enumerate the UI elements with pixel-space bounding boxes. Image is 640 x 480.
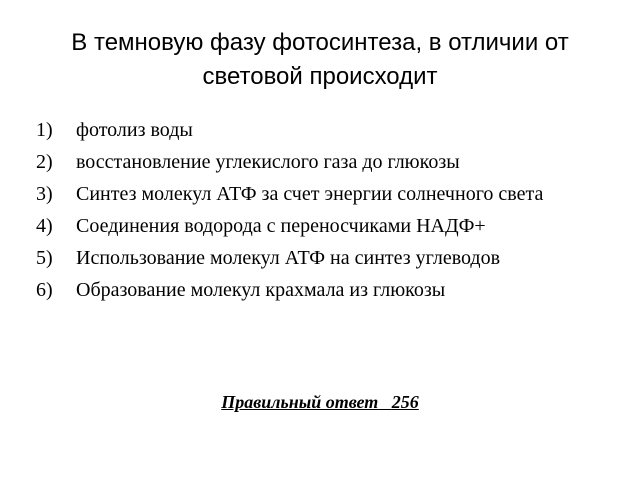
question-title: В темновую фазу фотосинтеза, в отличии от световой происходит xyxy=(71,29,569,90)
item-text: Соединения водорода с переносчиками НАДФ+ xyxy=(76,215,486,237)
item-text: восстановление углекислого газа до глюкозы xyxy=(76,151,460,173)
correct-answer xyxy=(0,392,640,413)
item-number: 3) xyxy=(36,183,53,205)
item-text: Использование молекул АТФ на синтез углеводов xyxy=(76,247,501,269)
list-item xyxy=(36,181,616,207)
list-item xyxy=(36,277,616,303)
list-item xyxy=(36,149,616,175)
list-item xyxy=(36,245,616,271)
item-number: 4) xyxy=(36,215,53,237)
list-item xyxy=(36,117,616,143)
item-text: Образование молекул крахмала из глюкозы xyxy=(76,279,446,301)
item-number: 5) xyxy=(36,247,53,269)
correct-answer-line xyxy=(221,392,419,412)
list-item xyxy=(36,213,616,239)
item-text: фотолиз воды xyxy=(76,119,193,141)
item-number: 6) xyxy=(36,279,53,301)
answer-options-list xyxy=(36,117,616,309)
correct-answer-value: 256 xyxy=(391,392,419,412)
item-number: 1) xyxy=(36,119,53,141)
correct-answer-label: Правильный ответ xyxy=(221,392,379,412)
item-number: 2) xyxy=(36,151,53,173)
item-text: Синтез молекул АТФ за счет энергии солнечного света xyxy=(76,183,544,205)
